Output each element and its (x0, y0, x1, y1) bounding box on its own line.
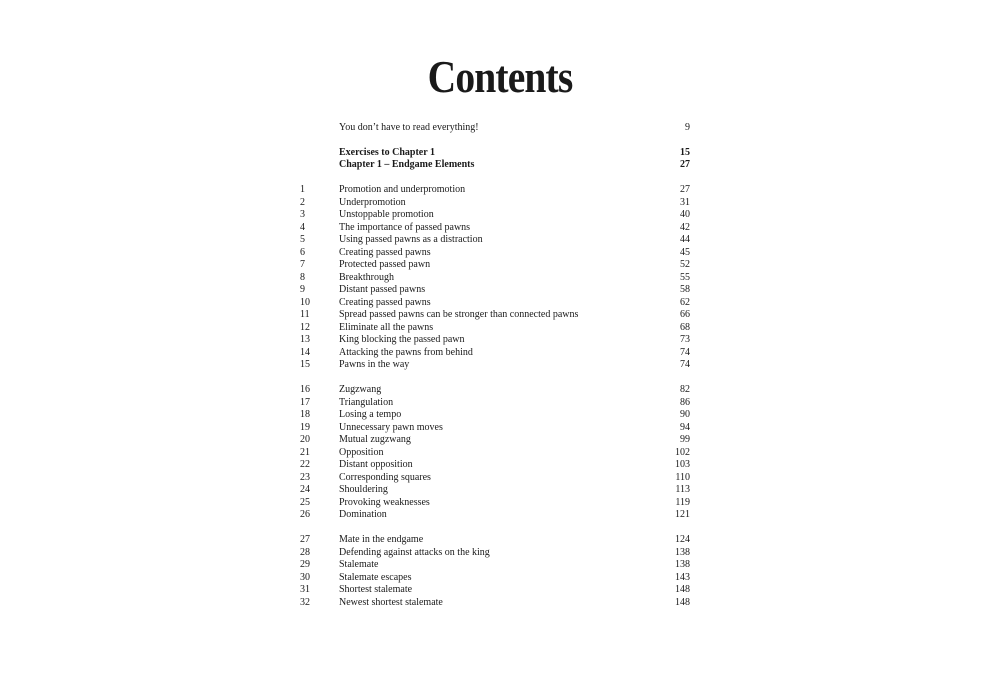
toc-entry[interactable] (300, 384, 690, 397)
toc-entry-title: Opposition (339, 446, 384, 458)
toc-entry[interactable] (300, 259, 690, 272)
toc-entry-page: 124 (675, 534, 690, 545)
toc-entry-page: 143 (675, 571, 690, 583)
toc-entry-title: Distant opposition (339, 459, 413, 470)
toc-entry[interactable] (300, 147, 690, 160)
toc-entry[interactable] (300, 284, 690, 297)
toc-entry-title: Attacking the pawns from behind (339, 346, 473, 358)
toc-entry-number: 31 (300, 584, 310, 595)
toc-entry-page: 27 (680, 184, 690, 195)
toc-entry[interactable] (300, 247, 690, 260)
toc-entry-number: 27 (300, 534, 310, 545)
toc-entry-number: 26 (300, 509, 310, 520)
section-gap (300, 172, 690, 185)
toc-entry-page: 31 (680, 196, 690, 208)
toc-entry-number: 30 (300, 571, 310, 583)
toc-entry-number: 32 (300, 596, 310, 608)
toc-entry[interactable] (300, 434, 690, 447)
toc-entry-page: 121 (675, 509, 690, 520)
toc-entry-number: 28 (300, 546, 310, 558)
toc-entry-page: 94 (680, 421, 690, 433)
toc-entry-title: Promotion and underpromotion (339, 184, 466, 195)
toc-entry-number: 20 (300, 434, 310, 445)
toc-entry-number: 8 (300, 271, 305, 283)
toc-entry-number: 24 (300, 484, 310, 495)
toc-entry[interactable] (300, 272, 690, 285)
toc-entry-title: Breakthrough (339, 271, 394, 283)
toc-entry-number: 22 (300, 459, 310, 470)
toc-entry-page: 9 (685, 121, 690, 133)
toc-entry-title: Spread passed pawns can be stronger than connected pawns (339, 309, 579, 320)
toc-entry[interactable] (300, 509, 690, 522)
toc-entry[interactable] (300, 484, 690, 497)
toc-entry-page: 99 (680, 434, 690, 445)
toc-entry[interactable] (300, 497, 690, 510)
toc-entry-number: 10 (300, 296, 310, 308)
toc-entry-number: 14 (300, 346, 310, 358)
toc-entry-title: Pawns in the way (339, 359, 410, 370)
toc-entry-page: 102 (675, 446, 690, 458)
toc-entry[interactable] (300, 347, 690, 360)
toc-entry-title: Stalemate (339, 559, 379, 570)
toc-entry[interactable] (300, 597, 690, 610)
section-gap (300, 522, 690, 535)
toc-entry-number: 25 (300, 496, 310, 508)
toc-entry-title: Defending against attacks on the king (339, 546, 490, 558)
toc-entry-title: Unnecessary pawn moves (339, 421, 443, 433)
toc-entry-title: King blocking the passed pawn (339, 334, 465, 345)
toc-entry-page: 82 (680, 384, 690, 395)
toc-entry-page: 74 (680, 346, 690, 358)
toc-entry[interactable] (300, 572, 690, 585)
toc-entry-title: Losing a tempo (339, 409, 402, 420)
toc-entry[interactable] (300, 209, 690, 222)
toc-entry-number: 18 (300, 409, 310, 420)
toc-entry[interactable] (300, 459, 690, 472)
toc-entry-number: 15 (300, 359, 310, 370)
toc-entry-number: 12 (300, 321, 310, 333)
toc-entry-number: 7 (300, 259, 305, 270)
toc-entry-title: Mate in the endgame (339, 534, 424, 545)
toc-entry[interactable] (300, 397, 690, 410)
toc-entry-number: 16 (300, 384, 310, 395)
toc-entry-page: 138 (675, 559, 690, 570)
toc-entry[interactable] (300, 547, 690, 560)
toc-entry[interactable] (300, 159, 690, 172)
toc-entry-page: 103 (675, 459, 690, 470)
toc-entry-number: 29 (300, 559, 310, 570)
toc-entry-title: Zugzwang (339, 384, 382, 395)
toc-entry-page: 119 (675, 496, 690, 508)
toc-entry-title: Chapter 1 – Endgame Elements (339, 159, 475, 170)
toc-entry[interactable] (300, 309, 690, 322)
toc-entry-title: The importance of passed pawns (339, 221, 471, 233)
toc-entry-page: 73 (680, 334, 690, 345)
toc-entry[interactable] (300, 584, 690, 597)
toc-entry-number: 13 (300, 334, 310, 345)
toc-entry-title: Provoking weaknesses (339, 496, 430, 508)
toc-entry[interactable] (300, 222, 690, 235)
toc-entry-title: Exercises to Chapter 1 (339, 146, 436, 158)
toc-entry-page: 66 (680, 309, 690, 320)
toc-entry-page: 68 (680, 321, 690, 333)
toc-entry-title: Eliminate all the pawns (339, 321, 434, 333)
toc-entry-number: 17 (300, 396, 310, 408)
toc-entry-title: Underpromotion (339, 196, 406, 208)
toc-entry-title: Newest shortest stalemate (339, 596, 443, 608)
toc-entry-page: 15 (680, 146, 690, 158)
toc-entry-number: 2 (300, 196, 305, 208)
toc-entry[interactable] (300, 297, 690, 310)
toc-entry[interactable] (300, 409, 690, 422)
toc-entry-title: Protected passed pawn (339, 259, 431, 270)
toc-entry-number: 23 (300, 471, 310, 483)
section-gap (300, 134, 690, 147)
toc-entry-page: 40 (680, 209, 690, 220)
toc-entry-number: 4 (300, 221, 305, 233)
toc-entry-page: 42 (680, 221, 690, 233)
toc-entry-page: 74 (680, 359, 690, 370)
toc-entry[interactable] (300, 472, 690, 485)
toc-entry-number: 19 (300, 421, 310, 433)
toc-entry-page: 44 (680, 234, 690, 245)
toc-entry-page: 90 (680, 409, 690, 420)
toc-entry-title: Domination (339, 509, 387, 520)
toc-entry-page: 86 (680, 396, 690, 408)
toc-entry[interactable] (300, 184, 690, 197)
toc-entry-page: 62 (680, 296, 690, 308)
toc-entry-page: 113 (675, 484, 690, 495)
toc-entry[interactable] (300, 334, 690, 347)
toc-entry-title: Stalemate escapes (339, 571, 412, 583)
toc-entry[interactable] (300, 234, 690, 247)
toc-entry[interactable] (300, 534, 690, 547)
toc-entry[interactable] (300, 122, 690, 135)
toc-entry-page: 45 (680, 246, 690, 258)
toc-entry[interactable] (300, 447, 690, 460)
section-gap (300, 372, 690, 385)
toc-entry-title: Creating passed pawns (339, 296, 431, 308)
toc-entry-title: Distant passed pawns (339, 284, 426, 295)
toc-entry-number: 1 (300, 184, 305, 195)
toc-entry[interactable] (300, 559, 690, 572)
toc-entry-title: Corresponding squares (339, 471, 431, 483)
toc-entry-number: 6 (300, 246, 305, 258)
table-of-contents (300, 122, 690, 610)
toc-entry-number: 9 (300, 284, 305, 295)
toc-entry-title: Using passed pawns as a distraction (339, 234, 483, 245)
toc-entry-number: 21 (300, 446, 310, 458)
toc-entry-page: 110 (675, 471, 690, 483)
toc-entry-title: Shouldering (339, 484, 388, 495)
toc-entry-number: 5 (300, 234, 305, 245)
toc-entry-title: Creating passed pawns (339, 246, 431, 258)
toc-entry-page: 55 (680, 271, 690, 283)
toc-entry-page: 27 (680, 159, 690, 170)
toc-entry-page: 52 (680, 259, 690, 270)
toc-entry-title: Unstoppable promotion (339, 209, 434, 220)
toc-entry-title: Shortest stalemate (339, 584, 413, 595)
toc-entry-page: 58 (680, 284, 690, 295)
toc-entry-title: Triangulation (339, 396, 394, 408)
toc-entry-title: Mutual zugzwang (339, 434, 411, 445)
toc-entry-page: 138 (675, 546, 690, 558)
toc-entry[interactable] (300, 359, 690, 372)
toc-entry-number: 11 (300, 309, 310, 320)
toc-entry[interactable] (300, 422, 690, 435)
toc-entry-page: 148 (675, 584, 690, 595)
page-title: Contents (427, 51, 573, 102)
toc-entry-page: 148 (675, 596, 690, 608)
toc-entry-title: You don’t have to read everything! (339, 121, 479, 133)
toc-entry[interactable] (300, 322, 690, 335)
toc-entry[interactable] (300, 197, 690, 210)
toc-entry-number: 3 (300, 209, 305, 220)
